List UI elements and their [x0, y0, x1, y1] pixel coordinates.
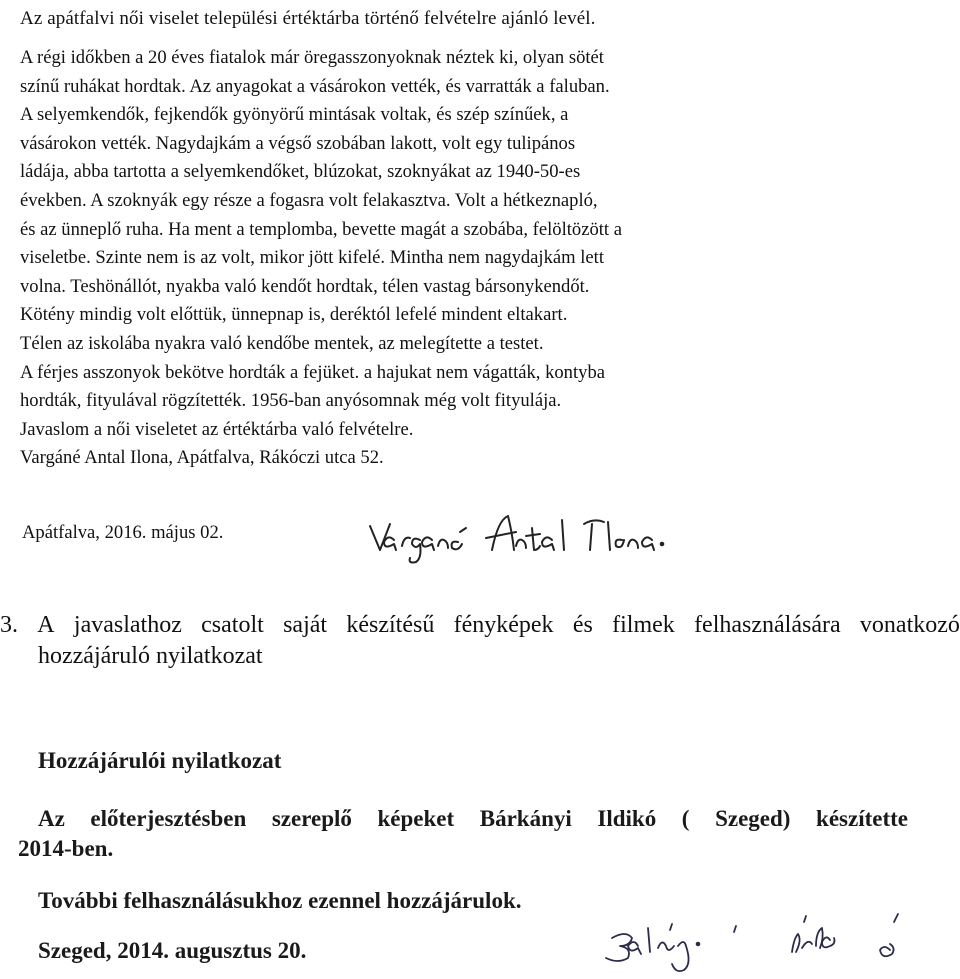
consent-word: Bárkányi	[479, 806, 572, 831]
letter-closing-date: Apátfalva, 2016. május 02.	[22, 522, 224, 543]
consent-paragraph-1-end: 2014-ben.	[18, 836, 114, 861]
section-heading-word: és	[572, 612, 593, 638]
consent-paragraph-1	[38, 806, 908, 832]
section-heading	[0, 610, 960, 672]
consent-word: készítette	[816, 806, 908, 831]
consent-word: Az	[38, 806, 65, 831]
section-heading-word: csatolt	[201, 612, 264, 638]
letter-signature	[366, 510, 666, 566]
letter-line: viseletbe. Szinte nem is az volt, mikor jött kifelé. Mintha nem nagydajkám lett	[20, 247, 605, 269]
consent-signature	[604, 912, 914, 976]
section-heading-line2: hozzájáruló nyilatkozat	[38, 643, 263, 669]
recommendation-letter	[20, 6, 780, 473]
section-heading-word: filmek	[612, 612, 675, 638]
consent-word: Szeged)	[715, 806, 791, 831]
letter-body	[20, 44, 780, 473]
section-heading-word: készítésű	[346, 612, 435, 638]
consent-title: Hozzájárulói nyilatkozat	[38, 748, 282, 773]
consent-word: (	[681, 806, 690, 831]
section-heading-word: fényképek	[453, 612, 554, 638]
letter-line: Kötény mindig volt előttük, ünnepnap is, deréktól lefelé mindent eltakart.	[20, 304, 568, 326]
section-heading-line1	[0, 610, 960, 641]
letter-line: Vargáné Antal Ilona, Apátfalva, Rákóczi utca 52.	[20, 447, 384, 469]
letter-line: és az ünneplő ruha. Ha ment a templomba, bevette magát a szobába, felöltözött a	[20, 218, 622, 240]
consent-place-date: Szeged, 2014. augusztus 20.	[38, 938, 307, 963]
letter-line: A férjes asszonyok bekötve hordták a fejüket. a hajukat nem vágatták, kontyba	[20, 361, 605, 383]
letter-line: vásárokon vették. Nagydajkám a végső szobában lakott, volt egy tulipános	[20, 132, 576, 154]
letter-line: A selyemkendők, fejkendők gyönyörű mintásak voltak, és szép színűek, a	[20, 104, 569, 126]
letter-line: években. A szoknyák egy része a fogasra volt felakasztva. Volt a hétkeznapló,	[20, 189, 598, 211]
consent-word: képeket	[377, 806, 455, 831]
consent-word: Ildikó	[597, 806, 657, 831]
letter-heading: Az apátfalvi női viselet települési értéktárba történő felvételre ajánló levél.	[20, 8, 596, 29]
consent-paragraph-2: További felhasználásukhoz ezennel hozzájárulok.	[38, 888, 522, 913]
letter-line: volna. Teshönállót, nyakba való kendőt hordtak, télen vastag bársonykendőt.	[20, 275, 590, 297]
letter-line: ládája, abba tartotta a selyemkendőket, blúzokat, szoknyákat az 1940-50-es	[20, 161, 581, 183]
section-number: 3.	[0, 612, 18, 638]
consent-word: előterjesztésben	[90, 806, 247, 831]
letter-line: A régi időkben a 20 éves fiatalok már öregasszonyoknak néztek ki, olyan sötét	[20, 47, 604, 68]
letter-line: Javaslom a női viseletet az értéktárba való felvételre.	[20, 418, 414, 440]
section-heading-word: vonatkozó	[859, 612, 960, 638]
section-heading-word: saját	[283, 612, 328, 638]
section-heading-word: felhasználására	[694, 612, 841, 638]
letter-line: hordták, fityulával rögzítették. 1956-ban anyósomnak még volt fityulája.	[20, 390, 562, 412]
letter-line: színű ruhákat hordtak. Az anyagokat a vásárokon vették, és varratták a faluban.	[20, 75, 610, 97]
letter-line: Télen az iskolába nyakra való kendőbe mentek, az melegítette a testet.	[20, 332, 544, 354]
consent-word: szereplő	[271, 806, 352, 831]
section-heading-word: A	[37, 612, 55, 638]
section-heading-word: javaslathoz	[73, 612, 182, 638]
